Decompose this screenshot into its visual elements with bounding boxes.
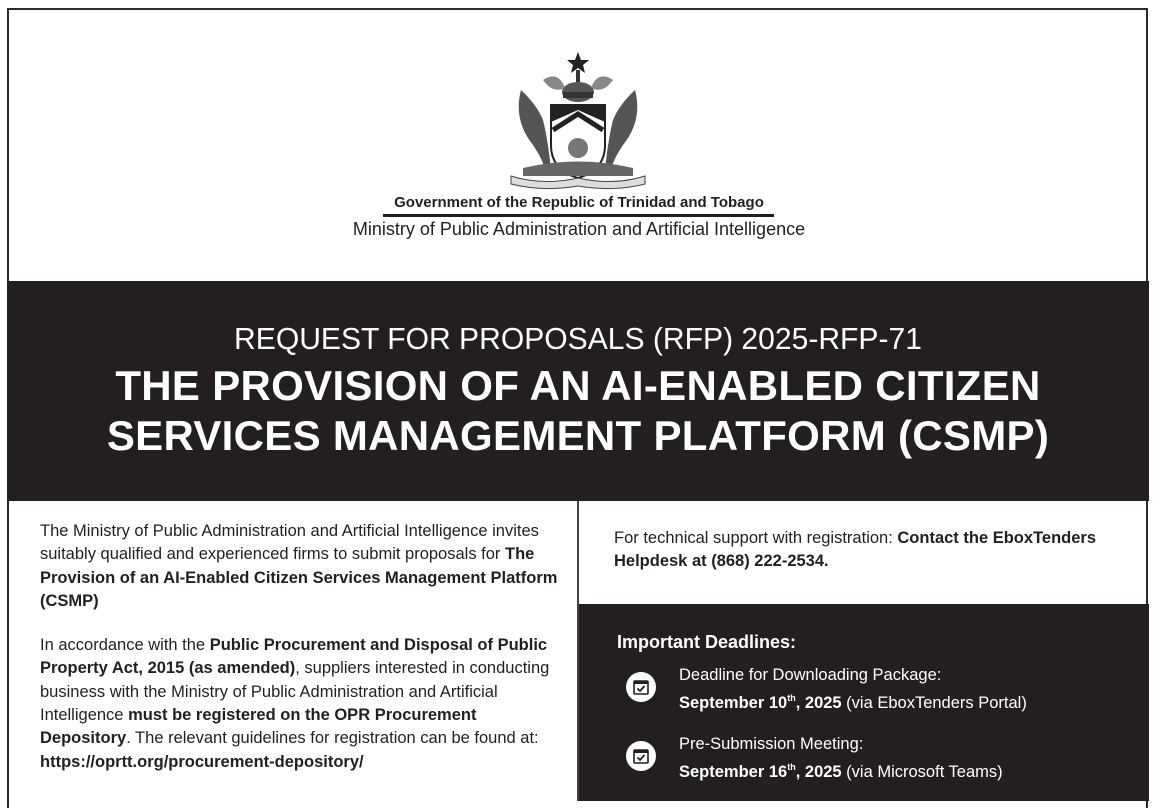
project-name: The Provision of an AI-Enabled Citizen Services Management Platform (CSMP)	[40, 545, 558, 610]
depository-link[interactable]: https://oprtt.org/procurement-depository/	[40, 752, 364, 771]
deadlines-panel	[579, 604, 1149, 801]
deadline-date-suffix: th	[787, 762, 796, 772]
calendar-check-icon	[626, 741, 656, 771]
ministry-name: Ministry of Public Administration and Artificial Intelligence	[352, 219, 806, 239]
registration-text-b: , suppliers interested in conducting business with the Ministry of Public Administration and Artificial Intelligence	[40, 659, 550, 725]
deadline-label: Deadline for Downloading Package:	[679, 666, 942, 684]
deadline-date	[679, 756, 1003, 784]
rfp-title-line-1: THE PROVISION OF AN AI-ENABLED CITIZEN	[115, 362, 1041, 409]
deadlines-heading: Important Deadlines:	[617, 632, 797, 652]
government-heading: Government of the Republic of Trinidad and Tobago	[394, 194, 764, 211]
deadline-date-suffix: th	[787, 693, 796, 703]
deadline-channel: (via EboxTenders Portal)	[841, 694, 1027, 712]
support-lead: For technical support with registration:	[614, 529, 898, 547]
deadline-date	[679, 687, 1027, 715]
helpdesk-contact: Contact the EboxTenders Helpdesk at (868) 222-2534.	[614, 529, 1097, 571]
deadline-date-day: September 10	[679, 694, 788, 712]
intro-text: The Ministry of Public Administration and Artificial Intelligence invites suitably qualified and experienced firms to submit proposals for	[40, 522, 539, 564]
deadline-date-year: , 2025	[795, 763, 842, 781]
deadline-label: Pre-Submission Meeting:	[679, 735, 864, 753]
title-banner	[7, 281, 1149, 501]
registration-paragraph	[40, 634, 560, 774]
intro-column	[40, 520, 560, 795]
heading-underline	[383, 214, 774, 217]
deadline-date-day: September 16	[679, 763, 788, 781]
rfp-title	[7, 361, 1149, 461]
rfp-title-line-2: SERVICES MANAGEMENT PLATFORM (CSMP)	[106, 412, 1050, 459]
intro-paragraph	[40, 520, 560, 613]
deadline-channel: (via Microsoft Teams)	[841, 763, 1003, 781]
rfp-number: REQUEST FOR PROPOSALS (RFP) 2025-RFP-71	[234, 321, 922, 356]
calendar-check-icon	[626, 672, 656, 702]
registration-text-c: . The relevant guidelines for registration can be found at:	[126, 729, 539, 748]
registration-text-a: In accordance with the	[40, 636, 210, 655]
registration-requirement: must be registered on the OPR Procurement Depository	[40, 706, 477, 748]
deadline-date-year: , 2025	[795, 694, 842, 712]
technical-support	[614, 527, 1134, 574]
act-name: Public Procurement and Disposal of Public Property Act, 2015 (as amended)	[40, 636, 548, 678]
coat-of-arms-logo	[503, 50, 653, 190]
